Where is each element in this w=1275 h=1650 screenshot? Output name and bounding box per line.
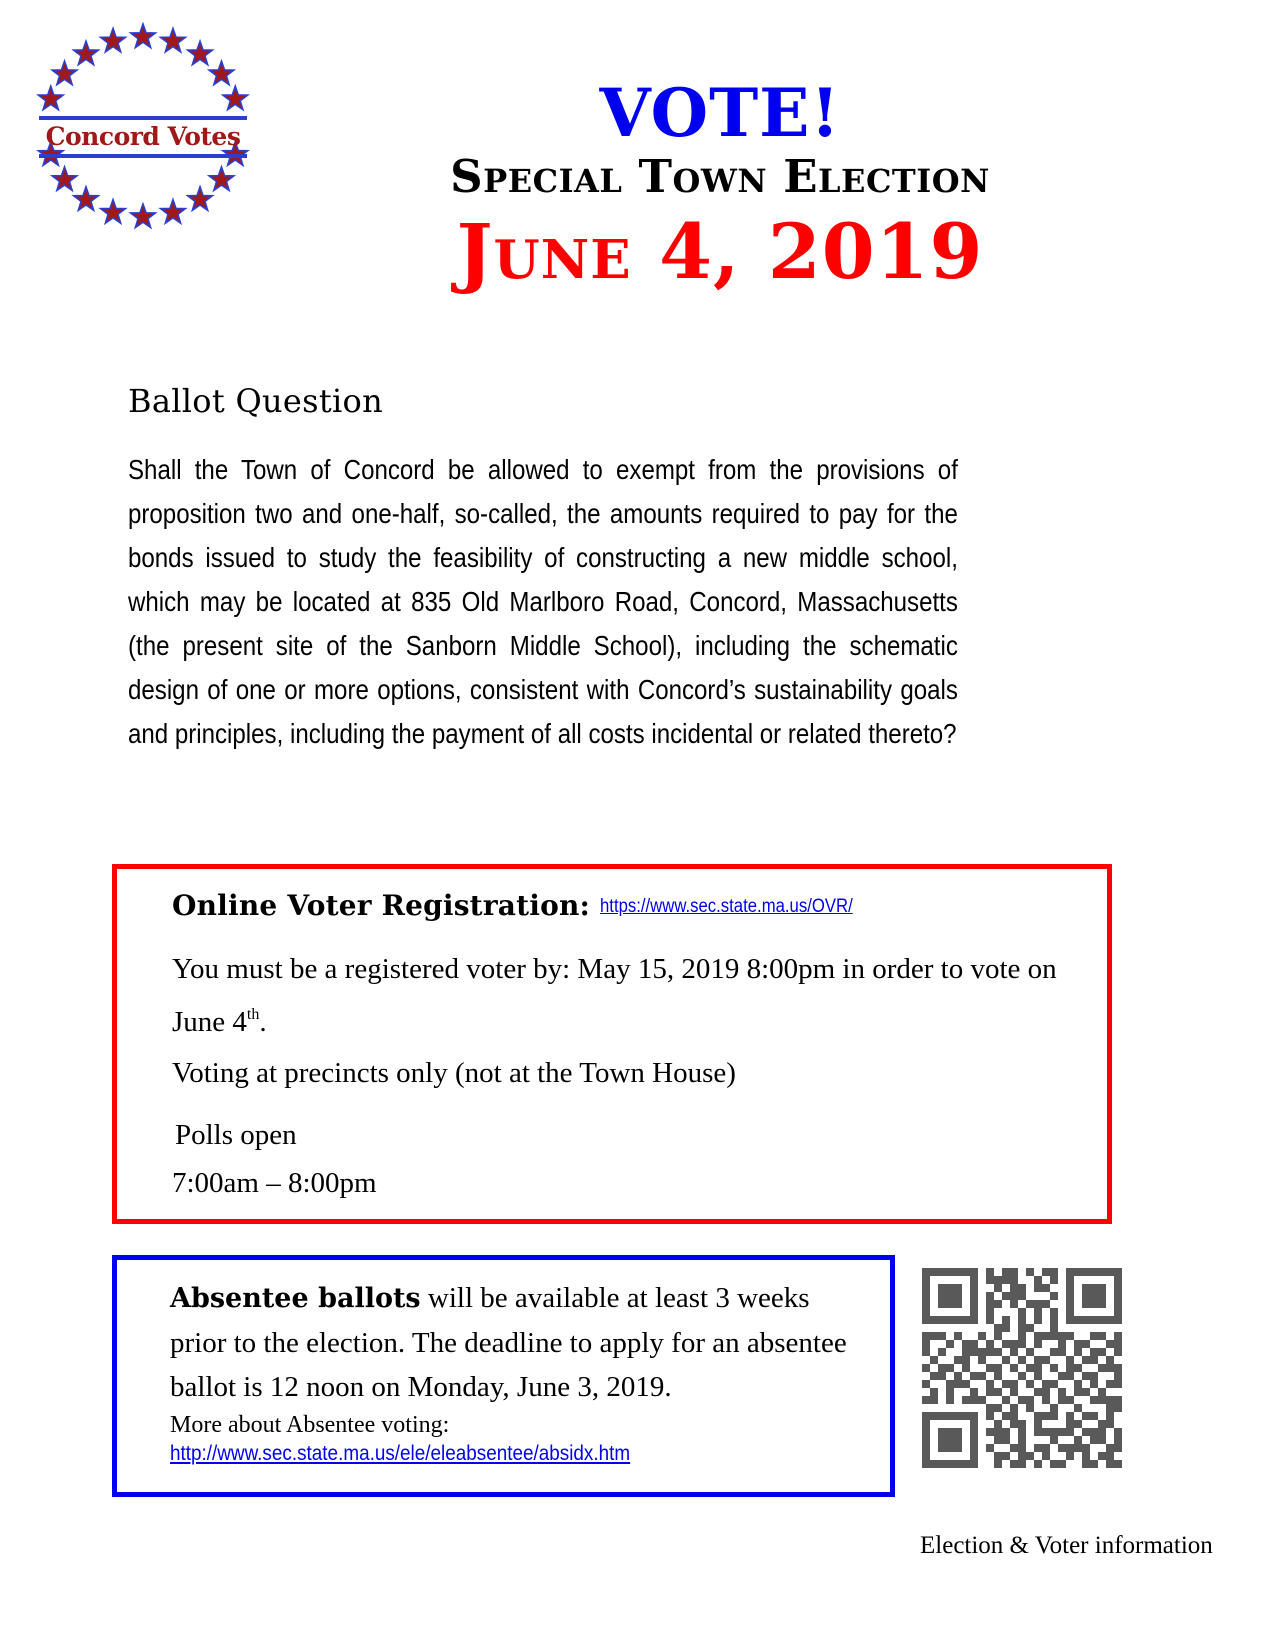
voter-registration-box <box>112 864 1112 1224</box>
logo-text: Concord Votes <box>45 122 241 151</box>
ordinal-suffix: th <box>246 1006 260 1023</box>
polls-open-label: Polls open <box>175 1119 297 1151</box>
qr-code[interactable] <box>922 1268 1122 1468</box>
online-registration-line <box>172 889 887 922</box>
ballot-question-heading: Ballot Question <box>128 382 384 420</box>
registration-deadline-prefix: You must be a registered voter by: May 15, 2019 8:00pm in order to vote on June 4 <box>172 953 1057 1038</box>
election-subtitle: Special Town Election <box>450 150 990 203</box>
flyer-header <box>270 74 1170 296</box>
logo-rule-top <box>39 116 247 120</box>
absentee-info-text <box>170 1276 860 1409</box>
concord-votes-logo <box>18 22 268 232</box>
election-date: June 4, 2019 <box>456 207 984 296</box>
polls-open-hours: 7:00am – 8:00pm <box>172 1167 377 1199</box>
ballot-question-text: Shall the Town of Concord be allowed to exempt from the provisions of proposition two and one-half, so-called, the amounts required to pay for the bonds issued to study the feasibility of constructing a new middle school, which may be located at 835 Old Marlboro Road, Concord, Massachusetts (the present site of the Sanborn Middle School), including the schematic design of one or more options, consistent with Concord’s sustainability goals and principles, including the payment of all costs incidental or related thereto? <box>128 454 958 749</box>
absentee-ballot-box <box>112 1255 895 1497</box>
absentee-more-label: More about Absentee voting: <box>170 1412 450 1438</box>
registration-deadline-text <box>172 947 1062 1045</box>
registration-deadline-suffix: . <box>259 1006 267 1038</box>
absentee-info-link[interactable]: http://www.sec.state.ma.us/ele/eleabsentee/absidx.htm <box>170 1442 631 1465</box>
qr-code-caption: Election & Voter information <box>920 1532 1213 1559</box>
absentee-bold-lead: Absentee ballots <box>170 1283 421 1314</box>
logo-rule-bottom <box>39 154 247 158</box>
online-registration-link[interactable]: https://www.sec.state.ma.us/OVR/ <box>600 896 853 917</box>
precinct-notice: Voting at precincts only (not at the Town House) <box>172 1057 736 1089</box>
qr-code-svg <box>922 1268 1122 1468</box>
vote-headline: VOTE! <box>599 74 841 152</box>
absentee-body-text: will be available at least 3 weeks prior to the election. The deadline to apply for an absentee ballot is 12 noon on Monday, June 3, 2019. <box>170 1282 847 1403</box>
online-registration-label: Online Voter Registration: <box>172 889 591 922</box>
